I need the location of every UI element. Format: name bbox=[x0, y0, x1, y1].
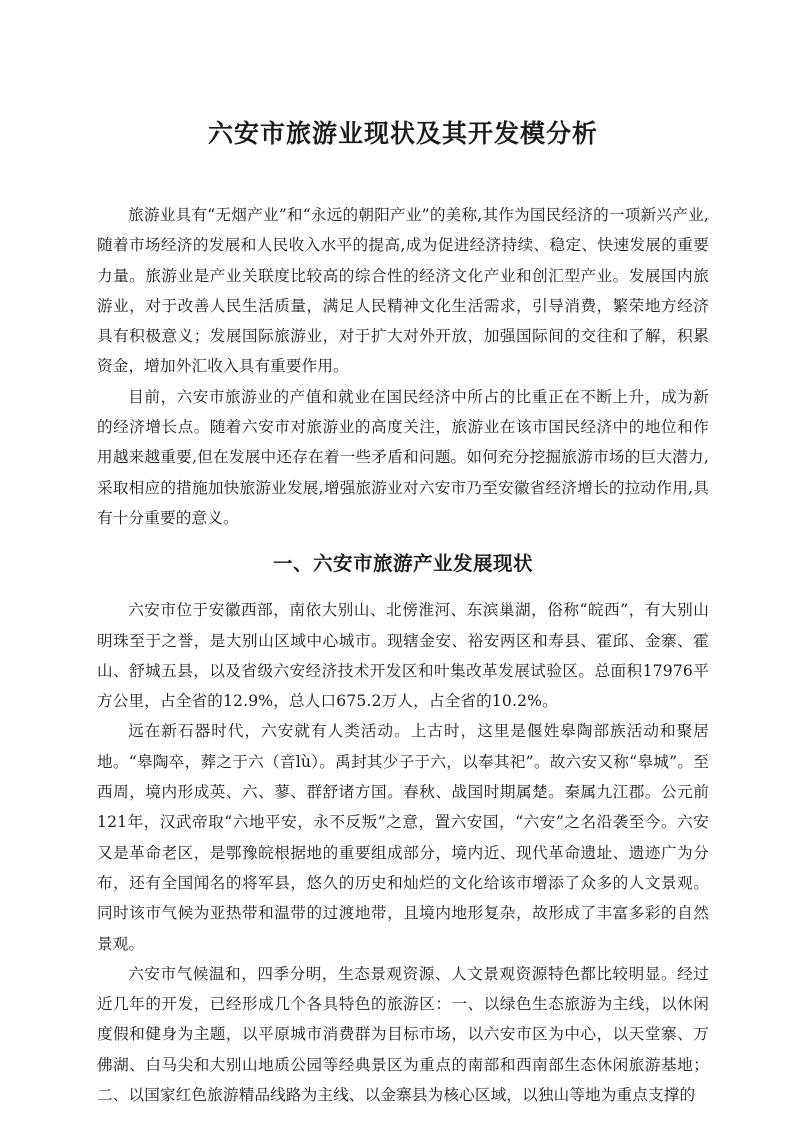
intro-paragraph: 目前，六安市旅游业的产值和就业在国民经济中所占的比重正在不断上升，成为新的经济增长点。随着六安市对旅游业的高度关注，旅游业在该市国民经济中的地位和作用越来越重要,但在发展中还存在着一些矛盾和问题。如何充分挖掘旅游市场的巨大潜力,采取相应的措施加快旅游业发展,增强旅游业对六安市乃至安徽省经济增长的拉动作用,具有十分重要的意义。 bbox=[97, 387, 709, 527]
section-paragraph: 六安市位于安徽西部，南依大别山、北傍淮河、东滨巢湖，俗称“皖西”，有大别山明珠至于之誉，是大别山区域中心城市。现辖金安、裕安两区和寿县、霍邱、金寨、霍山、舒城五县，以及省级六安经济技术开发区和叶集改革发展试验区。总面积17976平方公里，占全省的12.9%，总人口675.2万人，占全省的10.2%。 bbox=[97, 601, 709, 711]
section-paragraph: 远在新石器时代，六安就有人类活动。上古时，这里是偃姓皋陶部族活动和聚居地。“皋陶卒，葬之于六（音lù）。禹封其少子于六，以奉其祀”。故六安又称“皋城”。至西周，境内形成英、六、蓼、群舒诸方国。春秋、战国时期属楚。秦属九江郡。公元前 121年，汉武帝取“六地平安，永不反叛”之意，置六安国，“六安”之名沿袭至今。六安又是革命老区，是鄂豫皖根据地的重要组成部分，境内近、现代革命遗址、遗迹广为分布，还有全国闻名的将军县，悠久的历史和灿烂的文化给该市增添了众多的人文景观。同时该市气候为亚热带和温带的过渡地带，且境内地形复杂，故形成了丰富多彩的自然景观。 bbox=[97, 722, 709, 953]
section-heading: 一、六安市旅游产业发展现状 bbox=[272, 552, 533, 576]
section-paragraph: 六安市气候温和，四季分明，生态景观资源、人文景观资源特色都比较明显。经过近几年的开发，已经形成几个各具特色的旅游区：一、以绿色生态旅游为主线，以休闲度假和健身为主题，以平原城市消费群为目标市场，以六安市区为中心，以天堂寨、万佛湖、白马尖和大别山地质公园等经典景区为重点的南部和西南部生态休闲旅游基地；二、以国家红色旅游精品线路为主线、以金寨县为核心区域，以独山等地为重点支撑的 bbox=[97, 964, 709, 1105]
document-title: 六安市旅游业现状及其开发模分析 bbox=[207, 119, 598, 148]
section-spacer bbox=[97, 533, 709, 547]
section-spacer bbox=[97, 581, 709, 595]
document-body bbox=[97, 200, 709, 1110]
intro-paragraph: 旅游业具有“无烟产业”和“永远的朝阳产业”的美称,其作为国民经济的一项新兴产业,随着市场经济的发展和人民收入水平的提高,成为促进经济持续、稳定、快速发展的重要力量。旅游业是产业关联度比较高的综合性的经济文化产业和创汇型产业。发展国内旅游业，对于改善人民生活质量，满足人民精神文化生活需求，引导消费，繁荣地方经济具有积极意义；发展国际旅游业，对于扩大对外开放，加强国际间的交往和了解，积累资金，增加外汇收入具有重要作用。 bbox=[97, 206, 709, 376]
